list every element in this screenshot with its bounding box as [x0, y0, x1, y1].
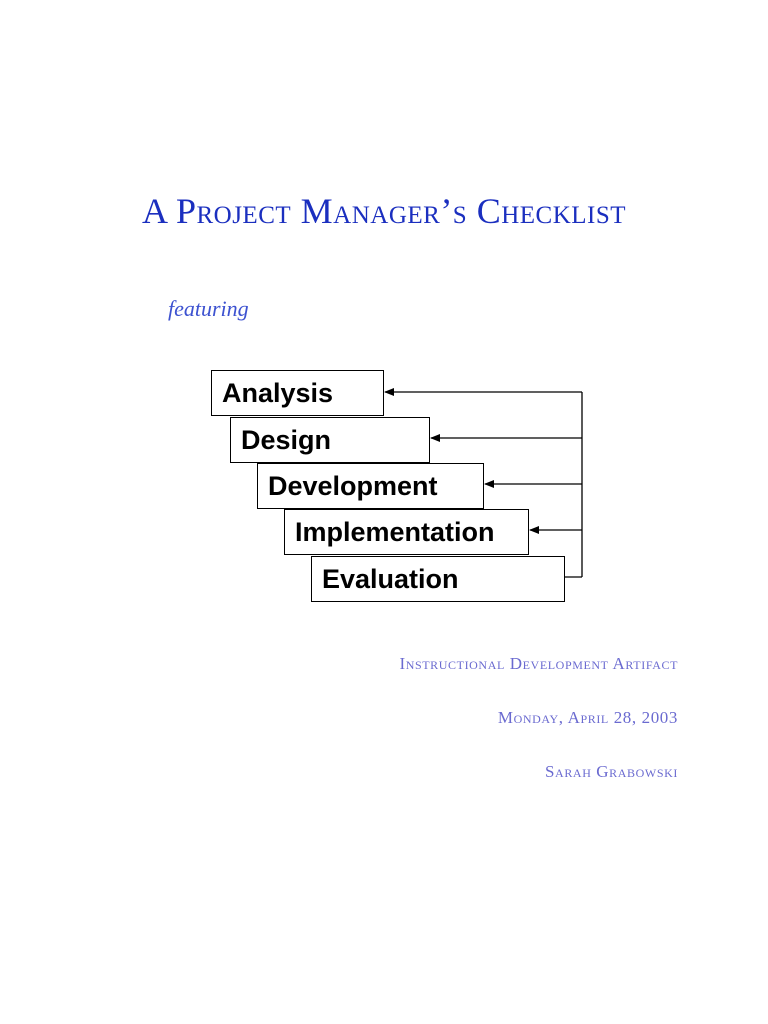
phase-design: Design: [230, 417, 430, 463]
featuring-label: featuring: [168, 296, 249, 321]
document-date: Monday, April 28, 2003: [497, 708, 678, 727]
document-title: A Project Manager’s Checklist: [141, 191, 627, 231]
phase-evaluation: Evaluation: [311, 556, 565, 602]
phase-implementation: Implementation: [284, 509, 529, 555]
phase-analysis: Analysis: [211, 370, 384, 416]
artifact-label: Instructional Development Artifact: [399, 654, 678, 673]
phase-development: Development: [257, 463, 484, 509]
author-name: Sarah Grabowski: [545, 762, 678, 781]
